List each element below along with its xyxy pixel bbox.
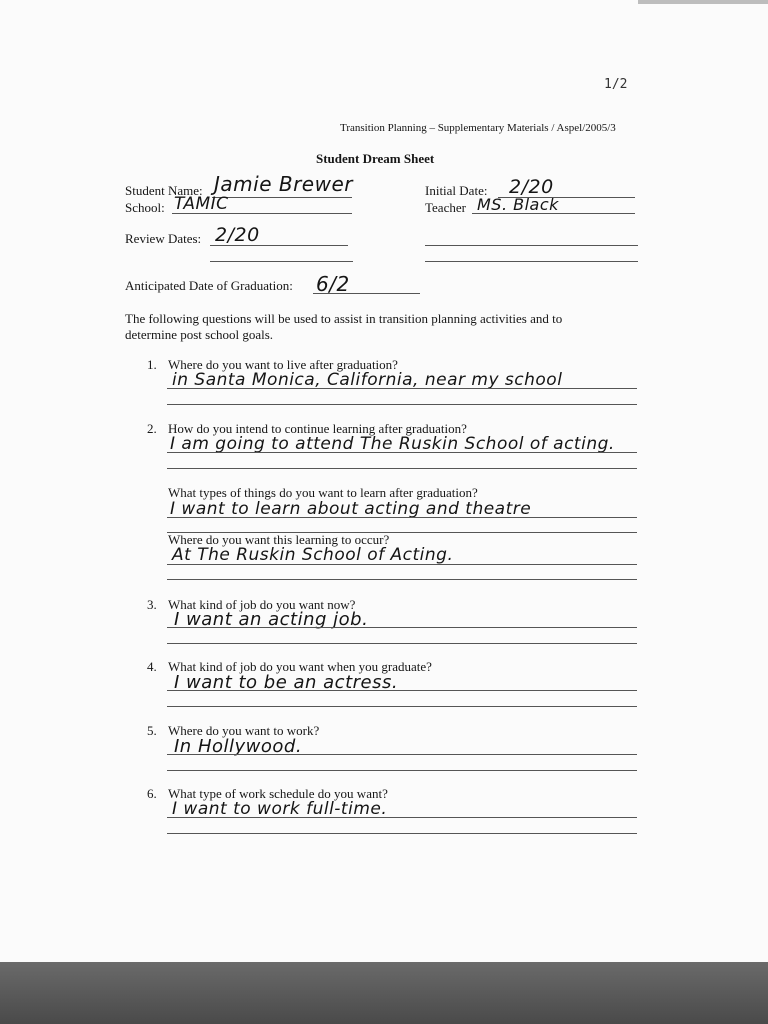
question-3-number: 3. <box>147 597 157 612</box>
question-2-text: How do you intend to continue learning after graduation? <box>168 421 467 436</box>
question-2b-text: What types of things do you want to learn after graduation? <box>168 485 478 500</box>
review-dates-value: 2/20 <box>215 224 260 246</box>
question-6-text: What type of work schedule do you want? <box>168 786 388 801</box>
graduation-line <box>313 293 420 294</box>
question-2b-answer: I want to learn about acting and theatre <box>170 499 532 519</box>
question-3-line-1 <box>167 627 637 628</box>
question-3-answer: I want an acting job. <box>174 609 369 630</box>
question-2-line-2 <box>167 468 637 469</box>
school-label: School: <box>125 200 165 215</box>
question-5-number: 5. <box>147 723 157 738</box>
school-line <box>172 213 352 214</box>
question-4-text: What kind of job do you want when you graduate? <box>168 659 432 674</box>
question-3-text: What kind of job do you want now? <box>168 597 356 612</box>
question-2c-line-1 <box>167 564 637 565</box>
student-name-label: Student Name: <box>125 183 203 198</box>
question-1-line-2 <box>167 404 637 405</box>
scan-edge-shadow <box>638 0 768 4</box>
question-2c-answer: At The Ruskin School of Acting. <box>172 545 454 565</box>
question-1-text: Where do you want to live after graduation? <box>168 357 398 372</box>
school-value: TAMIC <box>174 194 229 214</box>
question-6-line-2 <box>167 833 637 834</box>
intro-line-2: determine post school goals. <box>125 327 274 342</box>
question-6-line-1 <box>167 817 637 818</box>
question-1-number: 1. <box>147 357 157 372</box>
question-5-line-1 <box>167 754 637 755</box>
scanner-background <box>0 962 768 1024</box>
question-2c-text: Where do you want this learning to occur? <box>168 532 390 547</box>
question-1-answer: in Santa Monica, California, near my school <box>172 370 563 390</box>
question-5-line-2 <box>167 770 637 771</box>
initial-date-label: Initial Date: <box>425 183 488 198</box>
review-dates-label: Review Dates: <box>125 231 202 246</box>
review-dates-line-2 <box>210 261 353 262</box>
student-name-line <box>212 197 352 198</box>
question-4-line-2 <box>167 706 637 707</box>
initial-date-value: 2/20 <box>509 176 554 198</box>
question-4-line-1 <box>167 690 637 691</box>
question-5-answer: In Hollywood. <box>174 736 303 757</box>
question-2b-line-1 <box>167 517 637 518</box>
question-2-number: 2. <box>147 421 157 436</box>
question-2-line-1 <box>167 452 637 453</box>
question-2-answer: I am going to attend The Ruskin School of acting. <box>170 434 615 454</box>
question-6-number: 6. <box>147 786 157 801</box>
document-subtitle: Transition Planning – Supplementary Materials / Aspel/2005/3 <box>340 122 616 134</box>
question-6-answer: I want to work full-time. <box>172 799 388 819</box>
question-4-answer: I want to be an actress. <box>174 672 399 693</box>
page-number: 1/2 <box>604 77 628 92</box>
question-3-line-2 <box>167 643 637 644</box>
graduation-label: Anticipated Date of Graduation: <box>125 278 293 293</box>
question-1-line-1 <box>167 388 637 389</box>
teacher-line <box>472 213 635 214</box>
question-4-number: 4. <box>147 659 157 674</box>
question-2c-line-2 <box>167 579 637 580</box>
intro-line-1: The following questions will be used to assist in transition planning activities and to <box>125 311 563 326</box>
student-name-value: Jamie Brewer <box>214 172 353 196</box>
review-dates-line-4 <box>425 261 638 262</box>
review-dates-line-1 <box>210 245 348 246</box>
graduation-value: 6/2 <box>316 272 350 296</box>
page-title: Student Dream Sheet <box>316 151 435 166</box>
review-dates-line-3 <box>425 245 638 246</box>
teacher-value: MS. Black <box>477 195 559 214</box>
teacher-label: Teacher <box>425 200 466 215</box>
question-5-text: Where do you want to work? <box>168 723 320 738</box>
